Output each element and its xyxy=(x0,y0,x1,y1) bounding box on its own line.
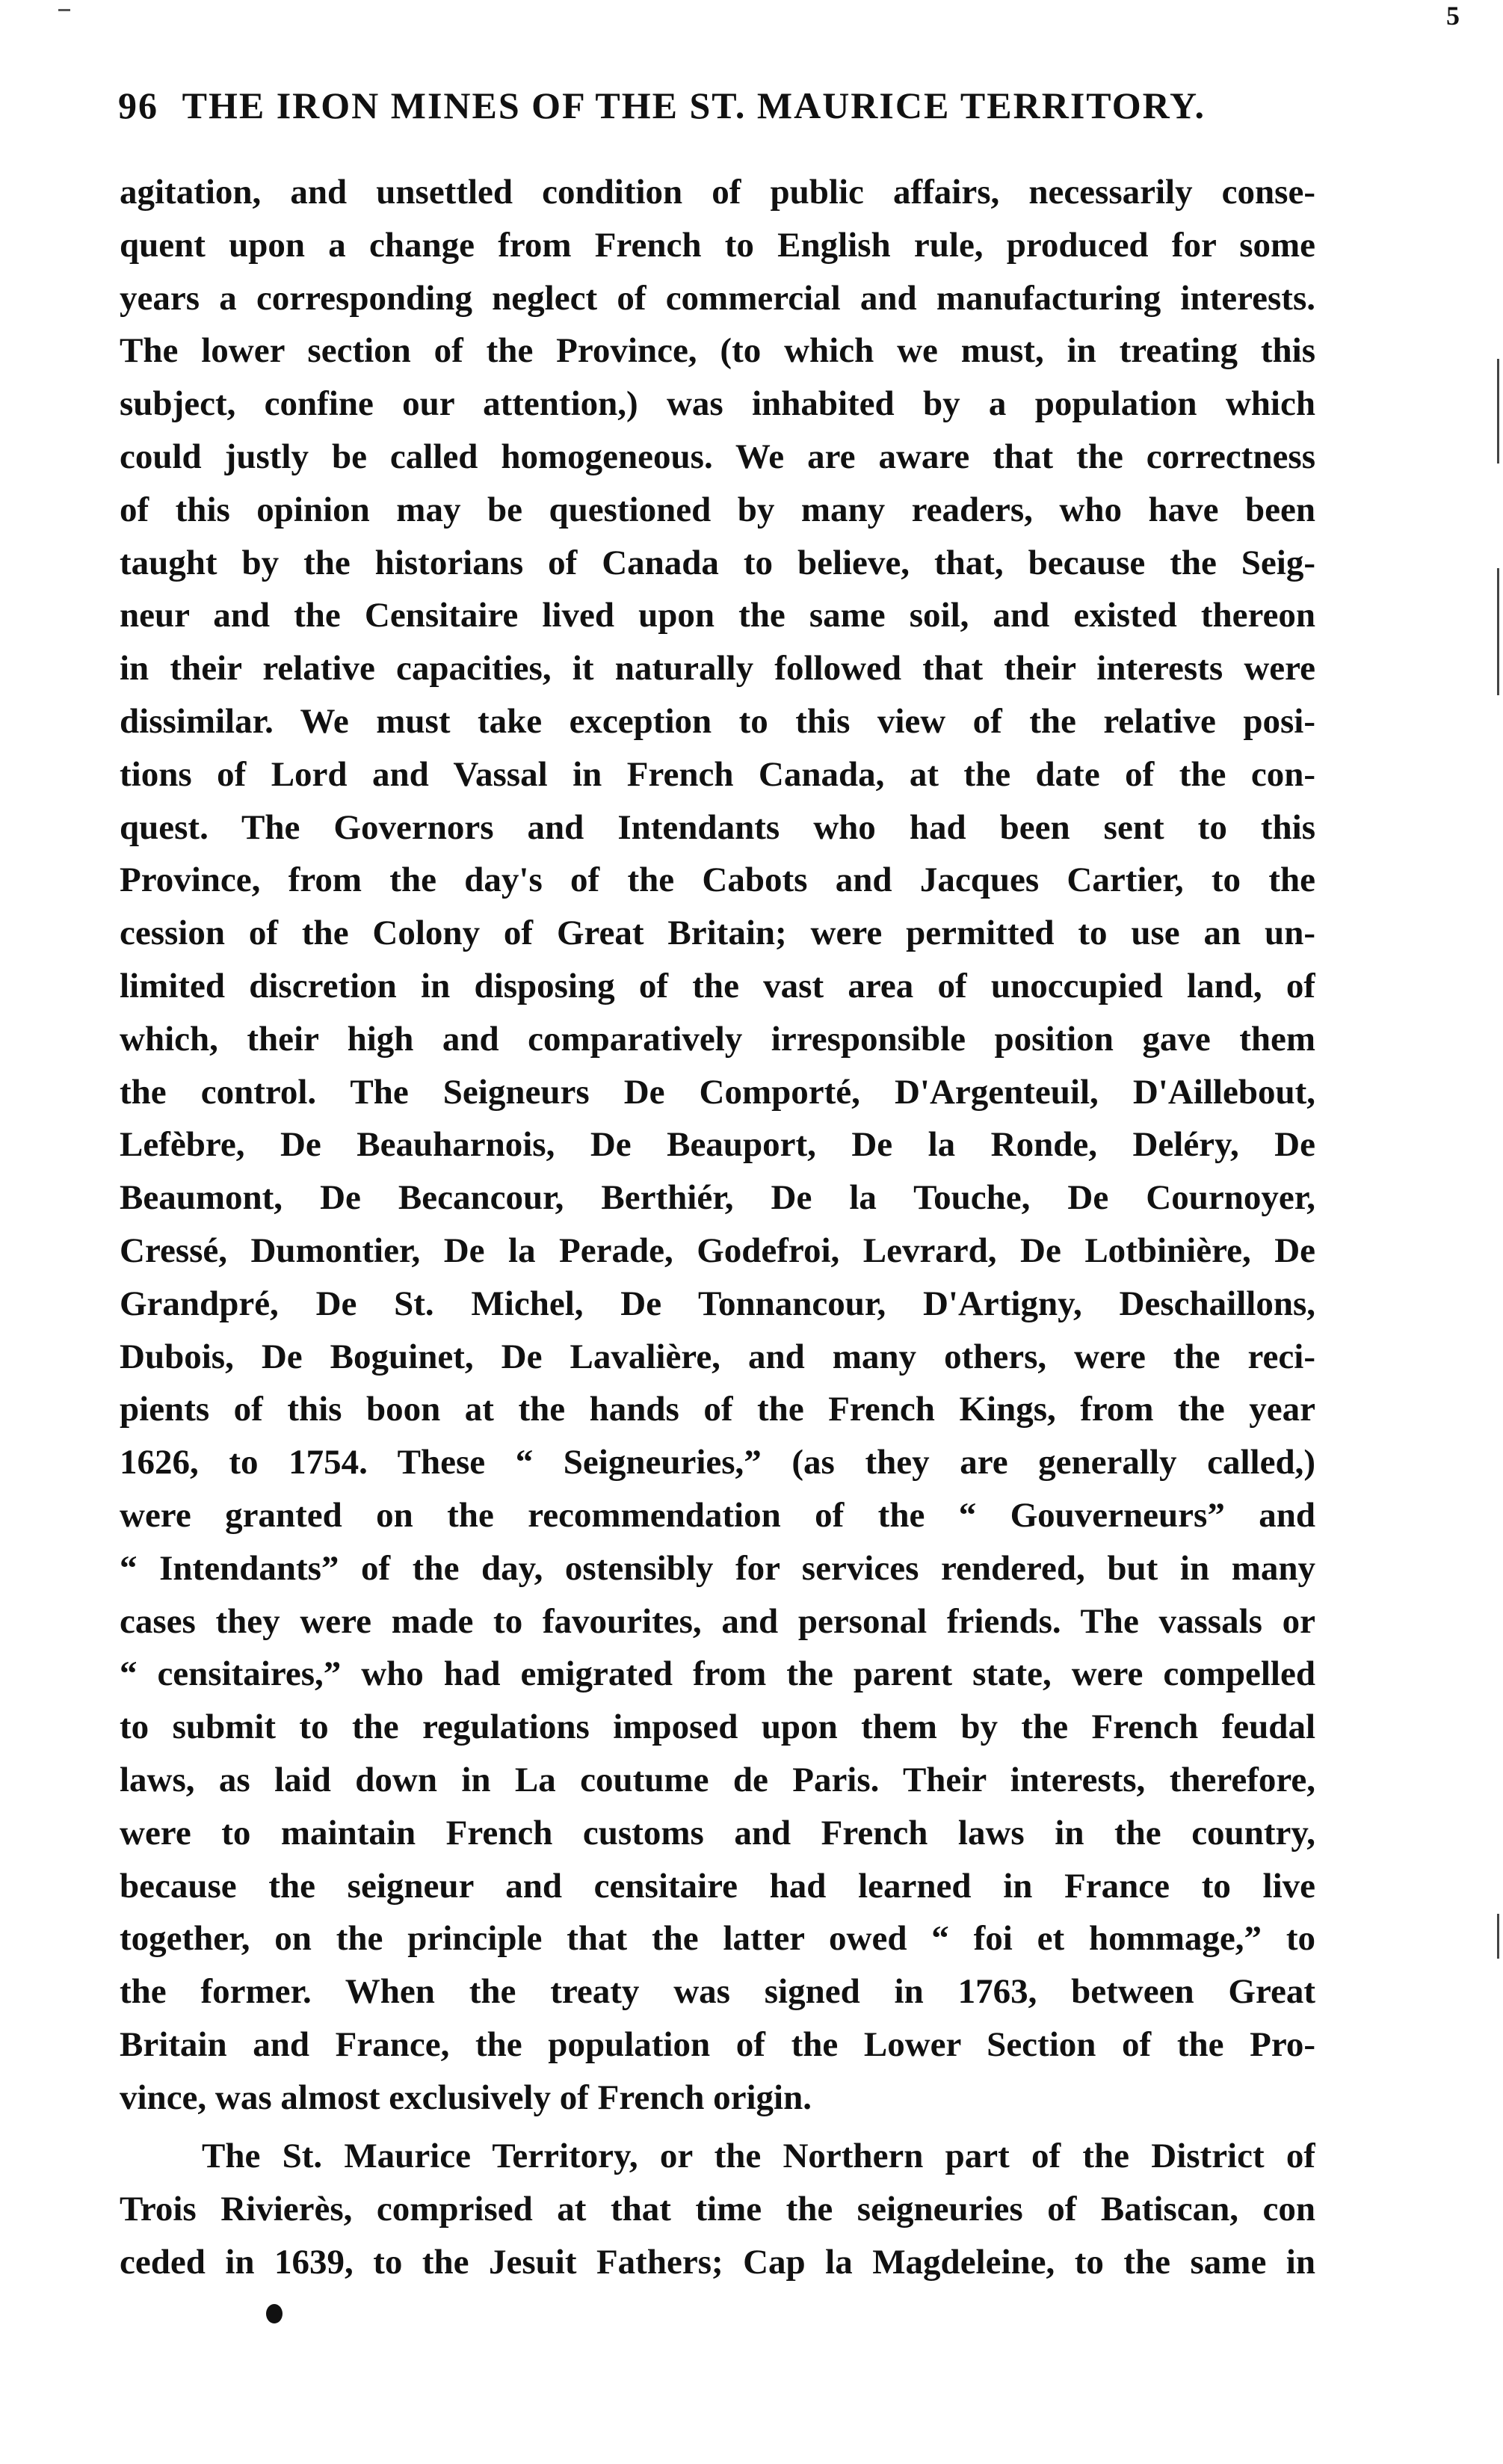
ink-dot xyxy=(266,2304,283,2323)
text-line: quest. The Governors and Intendants who had been sent to this xyxy=(120,807,1315,847)
text-line: Grandpré, De St. Michel, De Tonnancour, D'Artigny, Deschaillons, xyxy=(120,1284,1315,1323)
text-line: laws, as laid down in La coutume de Paris. Their interests, therefore, xyxy=(120,1760,1315,1799)
text-line: were granted on the recommendation of the “ Gouverneurs” and xyxy=(120,1495,1315,1535)
text-line: ceded in 1639, to the Jesuit Fathers; Cap la Magdeleine, to the same in xyxy=(120,2243,1315,2282)
body-text xyxy=(120,166,1315,2289)
text-line: taught by the historians of Canada to believe, that, because the Seig- xyxy=(120,543,1315,582)
text-line: because the seigneur and censitaire had learned in France to live xyxy=(120,1866,1315,1906)
text-line: quent upon a change from French to English rule, produced for some xyxy=(120,225,1315,265)
page-number: 96 xyxy=(118,84,158,126)
text-line: tions of Lord and Vassal in French Canada, at the date of the con- xyxy=(120,754,1315,794)
scan-tick-mark xyxy=(58,9,70,11)
text-line: dissimilar. We must take exception to this view of the relative posi- xyxy=(120,701,1315,741)
text-line: the control. The Seigneurs De Comporté, D'Argenteuil, D'Aillebout, xyxy=(120,1072,1315,1112)
text-line: neur and the Censitaire lived upon the same soil, and existed thereon xyxy=(120,596,1315,635)
text-line: vince, was almost exclusively of French origin. xyxy=(120,2078,812,2117)
text-line: which, their high and comparatively irresponsible position gave them xyxy=(120,1019,1315,1059)
text-line: together, on the principle that the latter owed “ foi et hommage,” to xyxy=(120,1919,1315,1959)
text-line: Beaumont, De Becancour, Berthiér, De la Touche, De Cournoyer, xyxy=(120,1178,1315,1218)
text-line: the former. When the treaty was signed in 1763, between Great xyxy=(120,1972,1315,2012)
running-header xyxy=(118,84,1314,127)
text-line: Cressé, Dumontier, De la Perade, Godefroi, Levrard, De Lotbinière, De xyxy=(120,1231,1315,1270)
text-line: limited discretion in disposing of the vast area of unoccupied land, of xyxy=(120,966,1315,1005)
text-line: could justly be called homogeneous. We are aware that the correctness xyxy=(120,437,1315,476)
margin-annotation: 5 xyxy=(1446,1,1460,31)
paragraph-gap xyxy=(120,2124,1315,2130)
text-line: Dubois, De Boguinet, De Lavalière, and many others, were the reci- xyxy=(120,1337,1315,1376)
margin-rule xyxy=(1497,568,1499,695)
margin-rule xyxy=(1497,1914,1499,1959)
text-line: were to maintain French customs and French laws in the country, xyxy=(120,1813,1315,1852)
text-line: Trois Rivierès, comprised at that time the seigneuries of Batiscan, con xyxy=(120,2190,1315,2229)
margin-rule xyxy=(1497,359,1499,463)
text-line: “ censitaires,” who had emigrated from the parent state, were compelled xyxy=(120,1654,1315,1694)
text-line: Britain and France, the population of the Lower Section of the Pro- xyxy=(120,2024,1315,2064)
text-line: of this opinion may be questioned by many readers, who have been xyxy=(120,490,1315,529)
text-line: to submit to the regulations imposed upon them by the French feudal xyxy=(120,1707,1315,1747)
text-line: pients of this boon at the hands of the French Kings, from the year xyxy=(120,1390,1315,1429)
text-line: The St. Maurice Territory, or the Northern part of the District of xyxy=(202,2137,1315,2176)
text-line: The lower section of the Province, (to which we must, in treating this xyxy=(120,331,1315,371)
text-line: Lefèbre, De Beauharnois, De Beauport, De la Ronde, Deléry, De xyxy=(120,1125,1315,1165)
running-title: THE IRON MINES OF THE ST. MAURICE TERRITORY. xyxy=(182,84,1206,126)
text-line: subject, confine our attention,) was inhabited by a population which xyxy=(120,384,1315,424)
text-line: agitation, and unsettled condition of public affairs, necessarily conse- xyxy=(120,173,1315,212)
text-line: “ Intendants” of the day, ostensibly for services rendered, but in many xyxy=(120,1548,1315,1588)
text-line: cession of the Colony of Great Britain; were permitted to use an un- xyxy=(120,914,1315,953)
text-line: 1626, to 1754. These “ Seigneuries,” (as they are generally called,) xyxy=(120,1443,1315,1482)
text-line: in their relative capacities, it naturally followed that their interests were xyxy=(120,649,1315,689)
text-line: years a corresponding neglect of commercial and manufacturing interests. xyxy=(120,278,1315,318)
text-line: cases they were made to favourites, and personal friends. The vassals or xyxy=(120,1601,1315,1641)
text-line: Province, from the day's of the Cabots and Jacques Cartier, to the xyxy=(120,860,1315,900)
